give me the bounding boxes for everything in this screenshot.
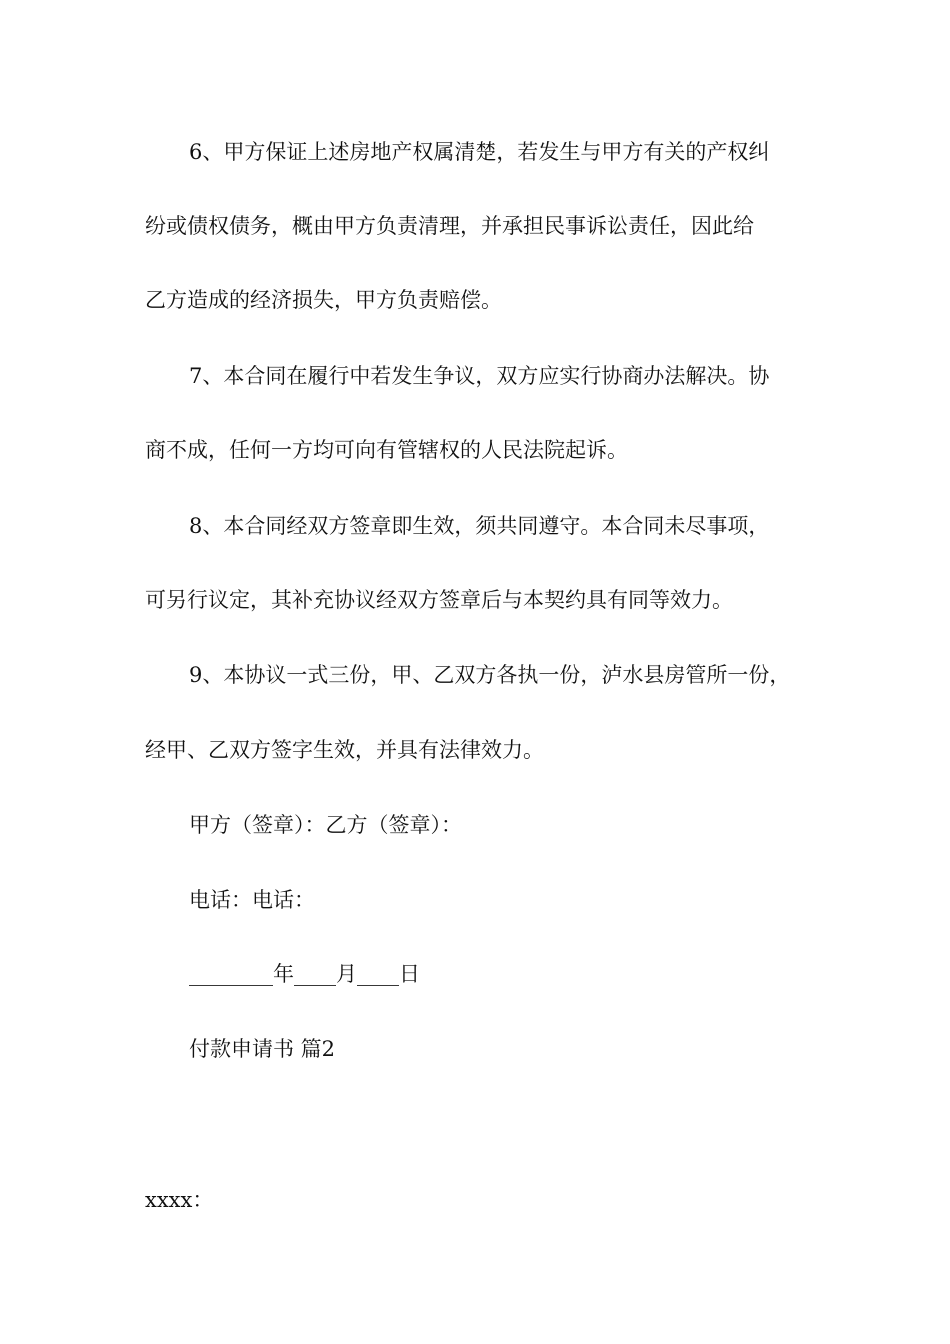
section-heading: 付款申请书 篇2 bbox=[189, 1037, 336, 1061]
addressee-line: xxxx： bbox=[145, 1188, 214, 1212]
date-line: ________年____月____日 bbox=[189, 962, 420, 986]
phone-line: 电话：电话： bbox=[189, 888, 315, 912]
clause-9-line-2: 经甲、乙双方签字生效，并具有法律效力。 bbox=[145, 738, 544, 762]
clause-8-line-1: 8、本合同经双方签章即生效，须共同遵守。本合同未尽事项， bbox=[189, 514, 770, 538]
clause-7-line-1: 7、本合同在履行中若发生争议，双方应实行协商办法解决。协 bbox=[189, 364, 770, 388]
signature-line: 甲方（签章）：乙方（签章）： bbox=[189, 813, 462, 837]
clause-6-line-3: 乙方造成的经济损失，甲方负责赔偿。 bbox=[145, 288, 502, 312]
clause-7-line-2: 商不成，任何一方均可向有管辖权的人民法院起诉。 bbox=[145, 438, 628, 462]
clause-6-line-1: 6、甲方保证上述房地产权属清楚，若发生与甲方有关的产权纠 bbox=[189, 140, 770, 164]
clause-9-line-1: 9、本协议一式三份，甲、乙双方各执一份，泸水县房管所一份， bbox=[189, 663, 791, 687]
clause-8-line-2: 可另行议定，其补充协议经双方签章后与本契约具有同等效力。 bbox=[145, 588, 733, 612]
clause-6-line-2: 纷或债权债务，概由甲方负责清理，并承担民事诉讼责任，因此给 bbox=[145, 214, 754, 238]
